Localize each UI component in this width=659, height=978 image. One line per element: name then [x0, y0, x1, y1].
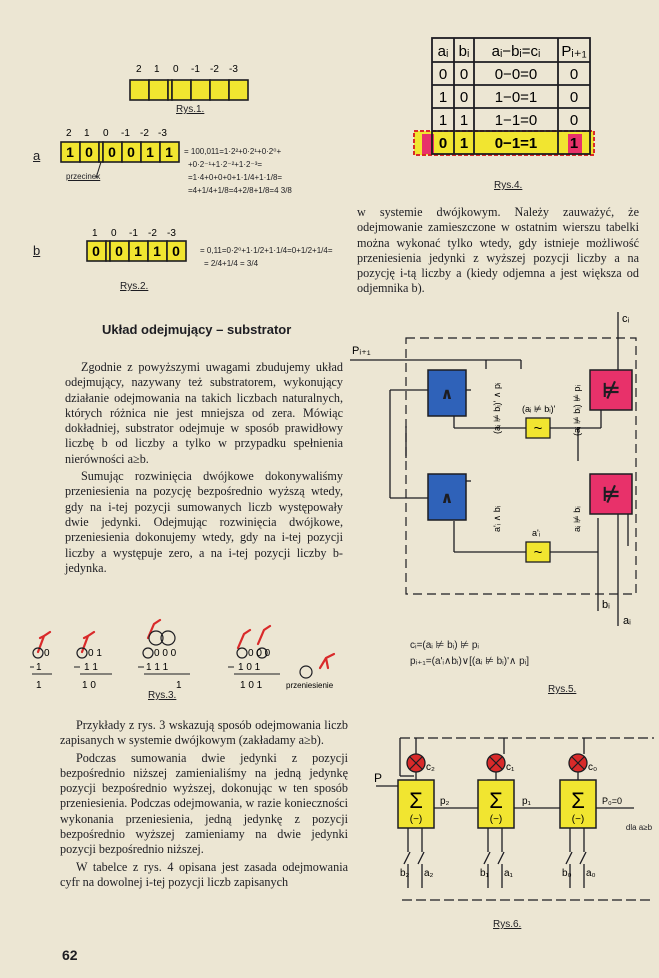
- figure-3: [30, 608, 350, 698]
- fig2a-power: -2: [140, 128, 149, 139]
- fig2a-digit: 0: [85, 144, 93, 160]
- b-label: b₂: [400, 868, 410, 879]
- bit-cell: [172, 80, 191, 100]
- a-in-label: aᵢ: [623, 615, 631, 627]
- table-cell: 0: [569, 112, 579, 129]
- fig1-power: 0: [173, 64, 179, 75]
- fig3-caption: Rys.3.: [148, 690, 177, 701]
- eq-b-block: [200, 244, 333, 270]
- fig6-note: dla a≥b: [625, 823, 653, 832]
- table-cell: 0: [569, 66, 579, 83]
- table-cell: 0: [459, 66, 469, 83]
- przecinek-label: przecinek: [66, 172, 101, 181]
- c-out-label: cᵢ: [622, 313, 630, 325]
- and-symbol: ∧: [440, 386, 454, 403]
- a-label: a₀: [586, 868, 596, 879]
- fig2a-power: -3: [158, 128, 167, 139]
- fig1-power: 2: [136, 64, 142, 75]
- figure-4-table: [412, 36, 598, 158]
- wire-label: aᵢ ⊭ bᵢ: [572, 506, 582, 532]
- fig2b-digit: 0: [92, 243, 100, 259]
- xor-symbol: ⊭: [601, 484, 621, 506]
- fig2b-power: -2: [148, 228, 157, 239]
- bit-cell: [210, 80, 229, 100]
- fig1-power: -2: [210, 64, 219, 75]
- figure-6-chain: [372, 728, 656, 916]
- wires: [350, 312, 628, 626]
- c-label: c₀: [588, 762, 598, 773]
- fig2b-power: 0: [111, 228, 117, 239]
- fig2a-digit: 1: [146, 144, 154, 160]
- figure-3-graphic: [30, 608, 350, 698]
- minus-label: (−): [409, 814, 423, 825]
- c-label: c₁: [506, 762, 515, 773]
- table-header: Pᵢ₊₁: [561, 43, 587, 60]
- a-label: a₂: [424, 868, 434, 879]
- fig2b-power: 1: [92, 228, 98, 239]
- table-cell: 0−0=0: [494, 66, 538, 83]
- fig3-result: 1 0: [82, 680, 96, 691]
- xor-symbol: ⊭: [601, 380, 621, 402]
- sigma-symbol: Σ: [489, 788, 503, 813]
- fig2a-power: 2: [66, 128, 72, 139]
- fig4-caption: Rys.4.: [494, 180, 523, 191]
- table-cell: 1: [438, 112, 448, 129]
- minus-label: (−): [571, 814, 585, 825]
- fig2a-digit: 0: [108, 144, 116, 160]
- minus-label: (−): [489, 814, 503, 825]
- sigma-symbol: Σ: [409, 788, 423, 813]
- fig3-result: 1: [36, 680, 42, 691]
- fig3-result: 1: [176, 680, 182, 691]
- table-cell: 0−1=1: [494, 135, 538, 152]
- left-column-text-2: [60, 718, 348, 890]
- equation: pᵢ₊₁=(a'ᵢ∧bᵢ)∨[(aᵢ ⊭ bᵢ)'∧ pᵢ]: [410, 656, 529, 667]
- table-cell: 0: [438, 66, 448, 83]
- table-cell: 1: [569, 135, 579, 152]
- fig2a-digit: 1: [165, 144, 173, 160]
- fig2a-digit: 0: [127, 144, 135, 160]
- eq-a-line: =1·4+0+0+0+1·1/4+1·1/8=: [188, 173, 283, 182]
- table-cell: 1−0=1: [494, 89, 538, 106]
- b-label: b₁: [480, 868, 489, 879]
- a-label: a₁: [504, 868, 513, 879]
- table-cell: 0: [459, 89, 469, 106]
- fig2b-digit: 1: [153, 243, 161, 259]
- table-cell: 1: [459, 135, 469, 152]
- wire-label: a'ᵢ: [532, 528, 541, 538]
- fig2a-power: 0: [103, 128, 109, 139]
- section-title: Układ odejmujący – substrator: [102, 322, 292, 337]
- fig2b-power: -3: [167, 228, 176, 239]
- not-symbol: ~: [533, 544, 543, 561]
- table-header: aᵢ−bᵢ=cᵢ: [491, 43, 541, 60]
- fig3-subtrahend: 1 1 1: [146, 662, 169, 673]
- label-a: a: [33, 148, 41, 163]
- eq-b-line: = 2/4+1/4 = 3/4: [204, 259, 259, 268]
- page-number: 62: [62, 947, 78, 963]
- fig2a-power: -1: [121, 128, 130, 139]
- paragraph: W tabelce z rys. 4 opisana jest zasada odejmowania cyfr na dowolnej i-tej pozycji liczb zapisanych: [60, 859, 348, 889]
- figure-5-circuit: [346, 306, 654, 636]
- fig2-caption: Rys.2.: [120, 281, 149, 292]
- c-label: c₂: [426, 762, 435, 773]
- and-symbol: ∧: [440, 490, 454, 507]
- p-in-label: Pᵢ₊₁: [352, 345, 371, 357]
- fig1-power: 1: [154, 64, 160, 75]
- fig3-minuend: 0: [44, 648, 50, 659]
- paragraph: Zgodnie z powyższymi uwagami zbudujemy układ odejmujący, nazywany też substratorem, wykonujący działanie odejmowania na takich liczbach naturalnych, których różnica nie jest mniejsza od zera. Mówiąc dokładniej, substrator odejmuje w sposób prawidłowy liczbę b od liczby a tylko w przypadku spełnienia nierówności a≥b.: [65, 360, 343, 466]
- eq-a-block: [184, 145, 292, 197]
- p-carry-label: P₀=0: [602, 796, 622, 806]
- fig1-caption: Rys.1.: [176, 104, 205, 115]
- not-symbol: ~: [533, 420, 543, 437]
- fig3-minuend: 0 0 0: [248, 648, 271, 659]
- eq-a-line: =4+1/4+1/8=4+2/8+1/8=4 3/8: [188, 186, 292, 195]
- fig2b-digit: 1: [134, 243, 142, 259]
- fig2a-digit: 1: [66, 144, 74, 160]
- b-in-label: bᵢ: [602, 599, 610, 611]
- table-cell: 1: [459, 112, 469, 129]
- sigma-symbol: Σ: [571, 788, 585, 813]
- paragraph: Podczas sumowania dwie jedynki z pozycji bezpośrednio niższej zamienialiśmy na jedną jedynkę pozycji bezpośrednio wyższej, dokonując w ten sposób przeniesienia. Podczas odejmowania, w razie konieczności wykonania przeniesienia, jedną jedynkę z pozycji bezpośrednio wyższej zamieniamy na dwie jedynki pozycji bezpośrednio niższej.: [60, 750, 348, 857]
- fig3-subtrahend: 1 0 1: [238, 662, 261, 673]
- bit-cell: [229, 80, 248, 100]
- fig3-subtrahend: 1: [36, 662, 42, 673]
- fig6-caption: Rys.6.: [493, 919, 522, 930]
- eq-a-line: = 100,011=1·2²+0·2¹+0·2⁰+: [184, 147, 282, 156]
- fig2b-digit: 0: [115, 243, 123, 259]
- table-header: aᵢ: [437, 43, 449, 60]
- wire-label: (aᵢ ⊭ bᵢ) ⊭ pᵢ: [572, 385, 582, 436]
- table-cell: 1−1=0: [494, 112, 538, 129]
- fig5-caption: Rys.5.: [548, 684, 577, 695]
- eq-a-line: +0·2⁻¹+1·2⁻²+1·2⁻³=: [188, 160, 263, 169]
- fig2b-power: -1: [129, 228, 138, 239]
- table-cell: 1: [438, 89, 448, 106]
- borrow-arrows: [38, 620, 334, 668]
- label-b: b: [33, 243, 41, 258]
- fig3-minuend: 0 0 0: [154, 648, 177, 659]
- bit-cell: [130, 80, 149, 100]
- fig1-power: -1: [191, 64, 200, 75]
- figure-2b: [84, 224, 199, 270]
- wire-label: (aᵢ ⊭ bᵢ)': [522, 404, 556, 414]
- bit-cell: [191, 80, 210, 100]
- fig5-equations: [410, 638, 529, 670]
- fig3-subtrahend: 1 1: [84, 662, 98, 673]
- paragraph: w systemie dwójkowym. Należy zauważyć, że odejmowanie zamieszczone w ostatnim wierszu tabelki można wykonać tylko wtedy, gdy istnieje możliwość przeniesienia jedynki z wyższej pozycji liczby a na pozycję i-tą liczby a (kiedy odjemna a jest większa od odjemnika b).: [357, 205, 639, 296]
- b-label: b₀: [562, 868, 572, 879]
- table-cell: 0: [438, 135, 448, 152]
- table-cell: 0: [569, 89, 579, 106]
- fig1-power: -3: [229, 64, 238, 75]
- paragraph: Sumując rozwinięcia dwójkowe dokonywaliśmy przeniesienia na pozycję bezpośrednio wyższą wtedy, gdy na i-tej pozycji sumowanych liczb występowały dwie jedynki. Odejmując rozwinięcia dwójkowe, przeniesienia dokonujemy wtedy, gdy na i-tej pozycji liczby a występuje zero, a na i-tej pozycji liczby b-jedynka.: [65, 469, 343, 575]
- p-carry-label: p₂: [440, 796, 450, 807]
- fig2b-digit: 0: [172, 243, 180, 259]
- eq-b-line: = 0,11=0·2⁰+1·1/2+1·1/4=0+1/2+1/4=: [200, 246, 333, 255]
- fig3-result: 1 0 1: [240, 680, 263, 691]
- fig2a-power: 1: [84, 128, 90, 139]
- bit-cell: [149, 80, 168, 100]
- wire-label: (aᵢ ⊭ bᵢ)' ∧ pᵢ: [492, 382, 502, 434]
- fig3-legend: przeniesienie: [286, 681, 334, 690]
- paragraph: Przykłady z rys. 3 wskazują sposób odejmowania liczb zapisanych w systemie dwójkowym (zakładamy a≥b).: [60, 718, 348, 748]
- wire-label: a'ᵢ ∧ bᵢ: [492, 505, 502, 532]
- fig3-minuend: 0 1: [88, 648, 102, 659]
- p-label: P: [374, 771, 383, 785]
- p-carry-label: p₁: [522, 796, 531, 807]
- equation: cᵢ=(aᵢ ⊭ bᵢ) ⊭ pᵢ: [410, 640, 480, 651]
- right-column-text: [357, 205, 639, 297]
- left-column-text-1: [65, 360, 343, 576]
- table-header: bᵢ: [458, 43, 470, 60]
